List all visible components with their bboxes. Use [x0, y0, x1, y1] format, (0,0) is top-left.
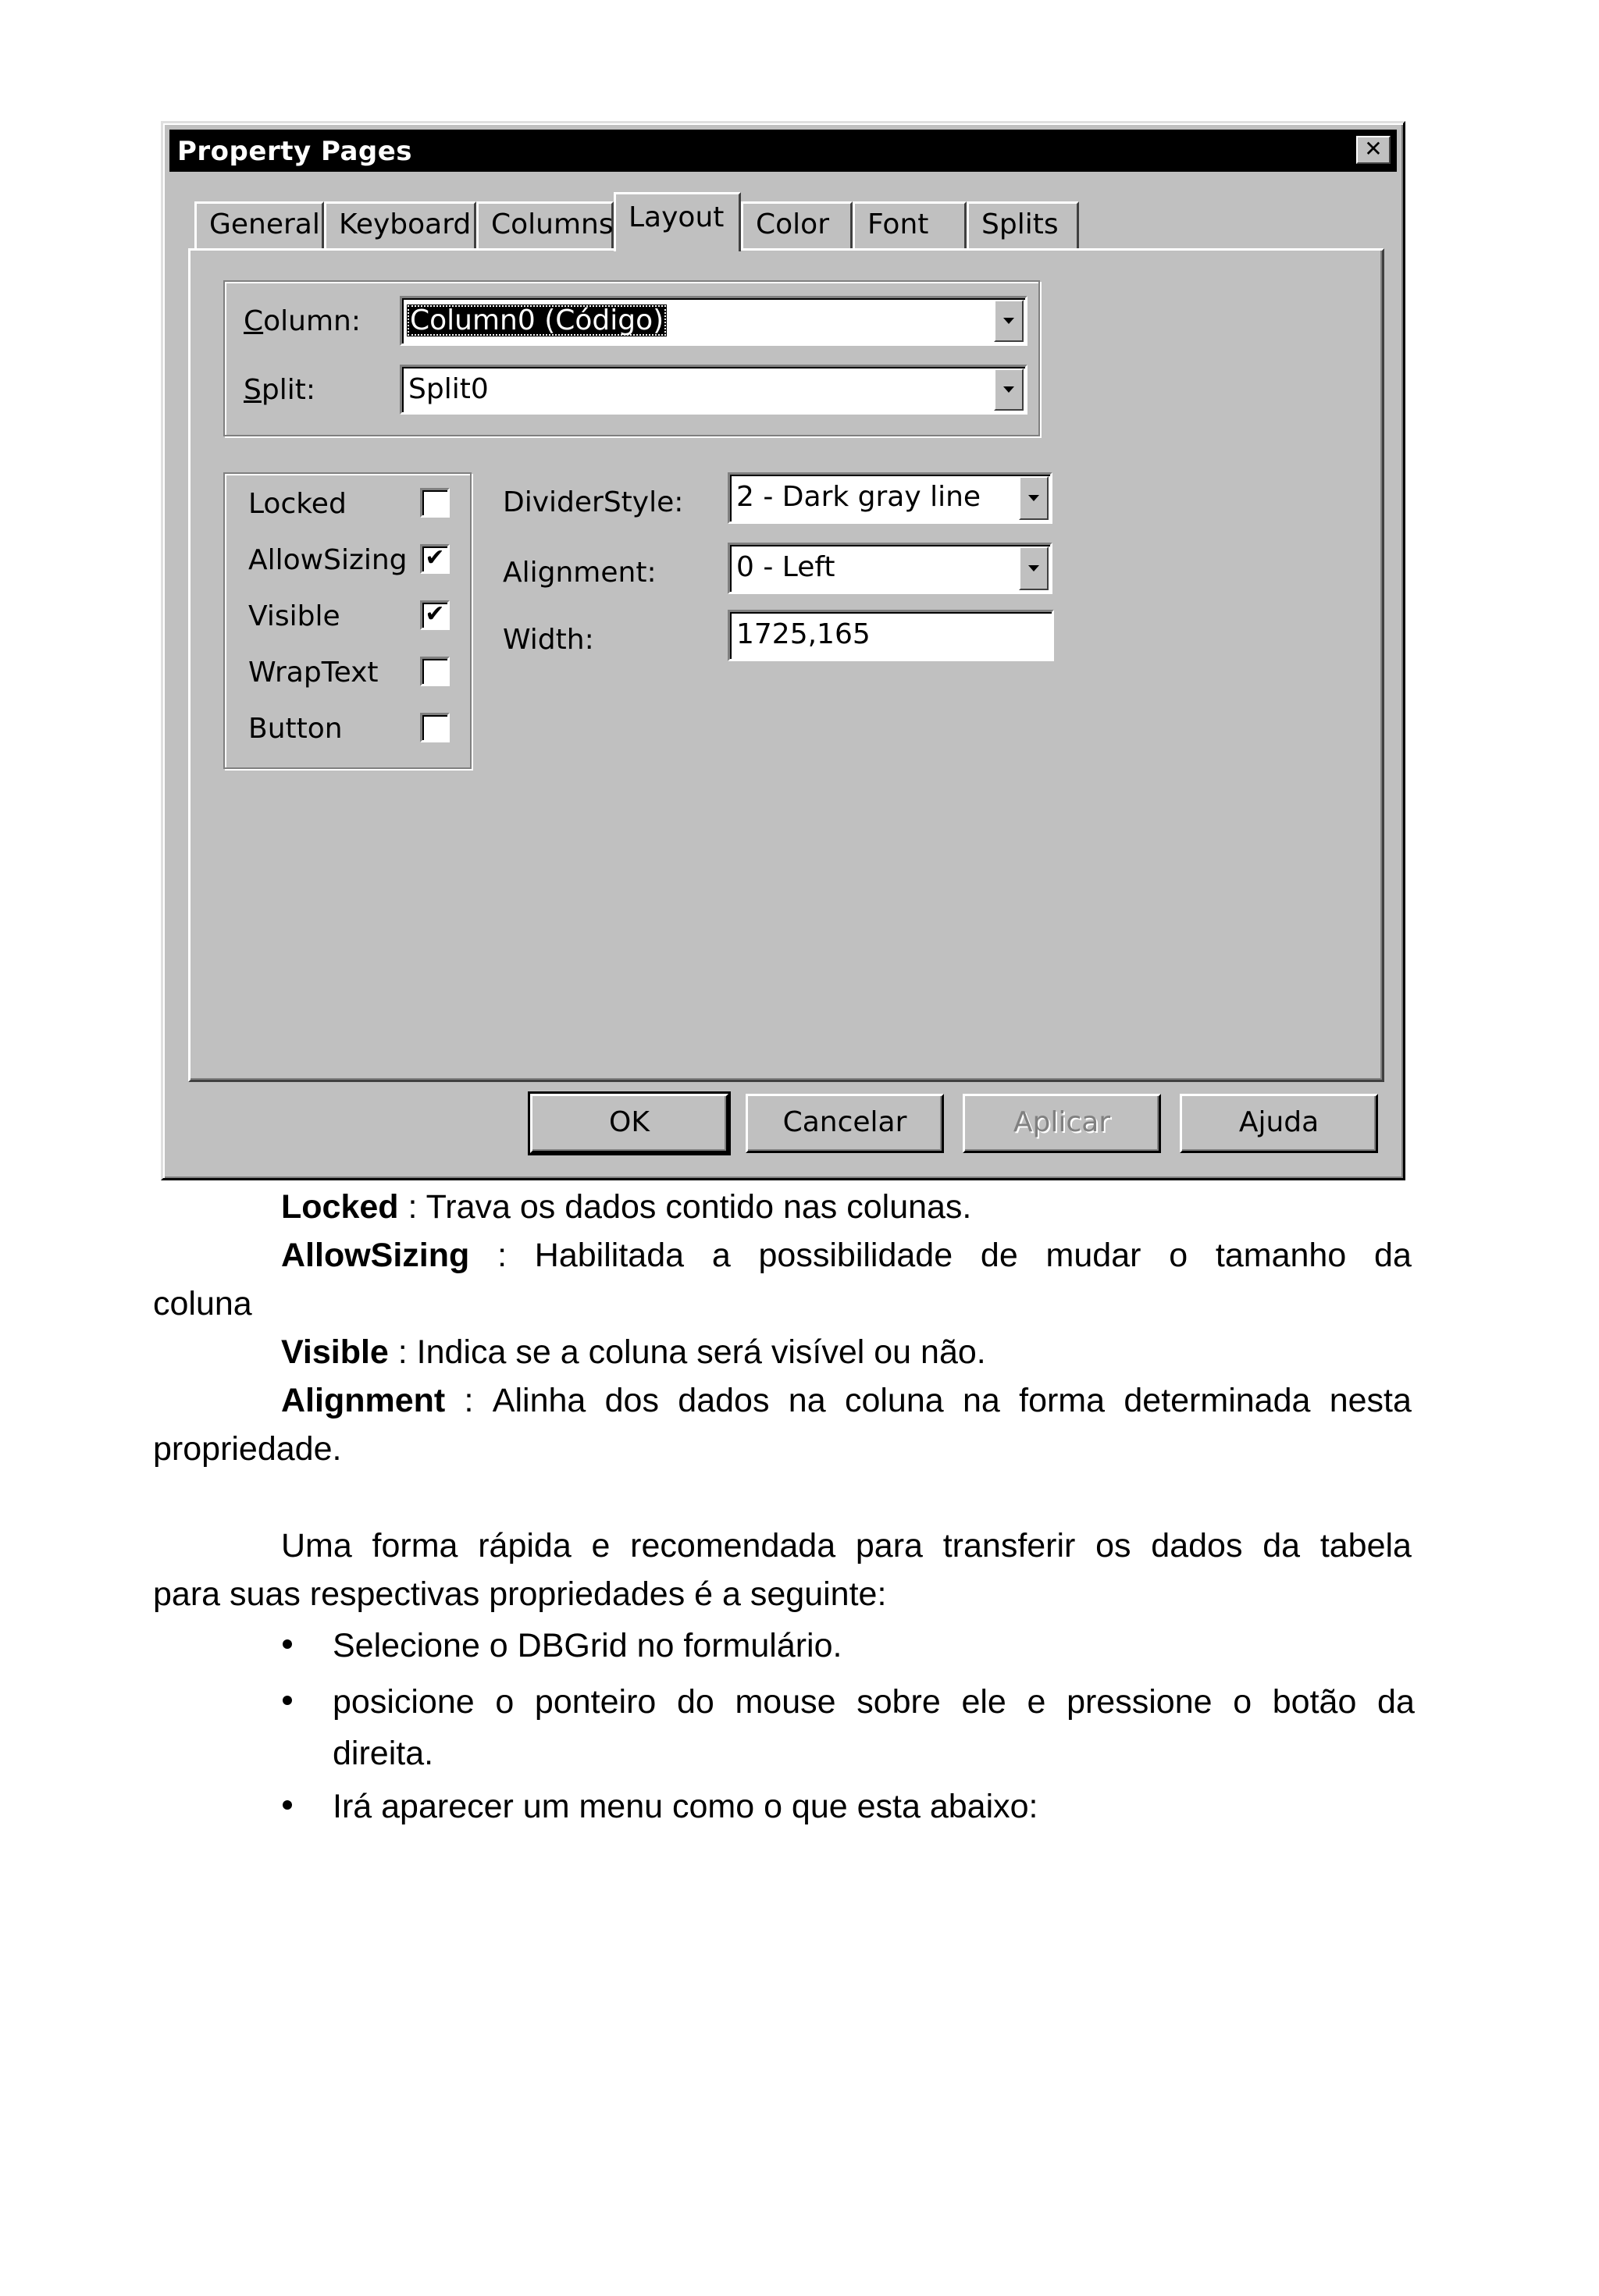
- word: de: [980, 1237, 1018, 1274]
- word: Habilitada: [534, 1237, 685, 1274]
- property-pages-dialog: [161, 121, 1405, 1180]
- options-group: [223, 472, 472, 769]
- bullet-icon: [283, 1800, 292, 1810]
- apply-button[interactable]: Aplicar: [963, 1094, 1161, 1153]
- width-input[interactable]: [728, 610, 1054, 661]
- word: transferir: [942, 1527, 1076, 1564]
- check-icon: ✔: [425, 544, 445, 571]
- tab-splits[interactable]: Splits: [967, 201, 1079, 248]
- word: dos: [604, 1382, 659, 1419]
- tab-font[interactable]: Font: [853, 201, 967, 248]
- word: forma: [372, 1527, 458, 1564]
- dividerstyle-label: DividerStyle:: [503, 486, 684, 518]
- word: Uma: [281, 1527, 352, 1564]
- word: e: [591, 1527, 611, 1564]
- intro-paragraph: [281, 1522, 1412, 1570]
- word: a: [711, 1237, 731, 1274]
- layout-panel: [188, 248, 1384, 1082]
- visible-checkbox[interactable]: [420, 600, 450, 630]
- word: o: [1233, 1683, 1252, 1721]
- word: o: [1169, 1237, 1188, 1274]
- column-select[interactable]: [400, 296, 1027, 346]
- word: posicione: [333, 1683, 475, 1721]
- column-split-group: [223, 280, 1040, 436]
- word: possibilidade: [758, 1237, 953, 1274]
- wraptext-checkbox[interactable]: [420, 657, 450, 686]
- chevron-down-icon[interactable]: [994, 368, 1024, 411]
- word: rápida: [478, 1527, 572, 1564]
- tab-strip: [194, 192, 1131, 255]
- term-visible: Visible: [281, 1333, 389, 1371]
- term-allowsizing: AllowSizing: [281, 1237, 470, 1274]
- allowsizing-continuation: coluna: [153, 1285, 252, 1322]
- wraptext-label: WrapText: [248, 657, 379, 689]
- word: mouse: [735, 1683, 836, 1721]
- alignment-description: [281, 1376, 1412, 1425]
- intro-continuation: para suas respectivas propriedades é a seguinte:: [153, 1575, 887, 1613]
- word: da: [1262, 1527, 1301, 1564]
- word: mudar: [1045, 1237, 1141, 1274]
- word: forma: [1019, 1382, 1106, 1419]
- word: do: [676, 1683, 714, 1721]
- locked-checkbox[interactable]: [420, 488, 450, 518]
- button-label: Button: [248, 713, 343, 745]
- term-locked: Locked: [281, 1188, 399, 1226]
- bullet-item-2-continuation: direita.: [333, 1735, 434, 1772]
- dividerstyle-select[interactable]: [728, 472, 1052, 524]
- allowsizing-description: [281, 1231, 1412, 1280]
- bullet-icon: [283, 1639, 292, 1649]
- column-select-value: Column0 (Código): [407, 304, 667, 336]
- tab-keyboard[interactable]: Keyboard: [324, 201, 476, 248]
- chevron-down-icon[interactable]: [1019, 476, 1049, 520]
- split-select-value: Split0: [408, 373, 489, 405]
- term-alignment: Alignment: [281, 1382, 446, 1419]
- word: :: [497, 1237, 507, 1274]
- word: os: [1095, 1527, 1131, 1564]
- word: tabela: [1319, 1527, 1412, 1564]
- tab-general[interactable]: General: [194, 201, 324, 248]
- alignment-continuation: propriedade.: [153, 1430, 342, 1468]
- locked-text: : Trava os dados contido nas colunas.: [398, 1188, 972, 1226]
- locked-label: Locked: [248, 488, 347, 520]
- width-value: 1725,165: [736, 618, 871, 650]
- visible-text: : Indica se a coluna será visível ou não.: [388, 1333, 986, 1371]
- word: dados: [678, 1382, 770, 1419]
- word: sobre: [856, 1683, 941, 1721]
- word: o: [495, 1683, 515, 1721]
- close-icon[interactable]: ✕: [1356, 136, 1391, 164]
- word: :: [464, 1382, 474, 1419]
- word: para: [855, 1527, 923, 1564]
- bullet-item-2: [333, 1678, 1415, 1726]
- cancel-button[interactable]: Cancelar: [746, 1094, 944, 1153]
- word: da: [1374, 1237, 1412, 1274]
- word: Alinha: [492, 1382, 586, 1419]
- split-label-text: plit:: [261, 374, 315, 406]
- ok-button[interactable]: OK: [530, 1094, 728, 1153]
- alignment-label: Alignment:: [503, 557, 657, 589]
- alignment-select[interactable]: [728, 543, 1052, 594]
- help-button[interactable]: Ajuda: [1180, 1094, 1378, 1153]
- word: da: [1377, 1683, 1415, 1721]
- word: recomendada: [630, 1527, 836, 1564]
- alignment-value: 0 - Left: [736, 551, 835, 583]
- tab-columns[interactable]: Columns: [476, 201, 614, 248]
- bullet-item-1: Selecione o DBGrid no formulário.: [333, 1627, 842, 1664]
- allowsizing-checkbox[interactable]: [420, 544, 450, 574]
- button-checkbox[interactable]: [420, 713, 450, 742]
- word: botão: [1272, 1683, 1357, 1721]
- split-label: Split:: [244, 374, 315, 406]
- word: dados: [1151, 1527, 1243, 1564]
- width-label: Width:: [503, 624, 594, 656]
- dividerstyle-value: 2 - Dark gray line: [736, 481, 981, 513]
- word: pressione: [1067, 1683, 1213, 1721]
- allowsizing-label: AllowSizing: [248, 544, 408, 576]
- word: ponteiro: [534, 1683, 657, 1721]
- tab-layout[interactable]: Layout: [614, 192, 741, 251]
- chevron-down-icon[interactable]: [994, 300, 1024, 342]
- bullet-icon: [283, 1696, 292, 1705]
- title-bar[interactable]: [169, 130, 1397, 172]
- tab-color[interactable]: Color: [741, 201, 853, 248]
- word: tamanho: [1215, 1237, 1347, 1274]
- bullet-item-3: Irá aparecer um menu como o que esta abaixo:: [333, 1788, 1038, 1825]
- word: e: [1027, 1683, 1046, 1721]
- word: ele: [961, 1683, 1006, 1721]
- split-select[interactable]: [400, 365, 1027, 415]
- column-label: Column:: [244, 305, 361, 337]
- word: nesta: [1329, 1382, 1412, 1419]
- word: na: [788, 1382, 826, 1419]
- dialog-title: Property Pages: [177, 136, 413, 167]
- column-label-text: olumn:: [263, 305, 361, 337]
- word: determinada: [1124, 1382, 1311, 1419]
- locked-description: [281, 1183, 971, 1231]
- check-icon: ✔: [425, 600, 445, 628]
- visible-description: [281, 1328, 986, 1376]
- visible-label: Visible: [248, 600, 340, 632]
- word: coluna: [844, 1382, 944, 1419]
- chevron-down-icon[interactable]: [1019, 546, 1049, 590]
- word: na: [962, 1382, 1000, 1419]
